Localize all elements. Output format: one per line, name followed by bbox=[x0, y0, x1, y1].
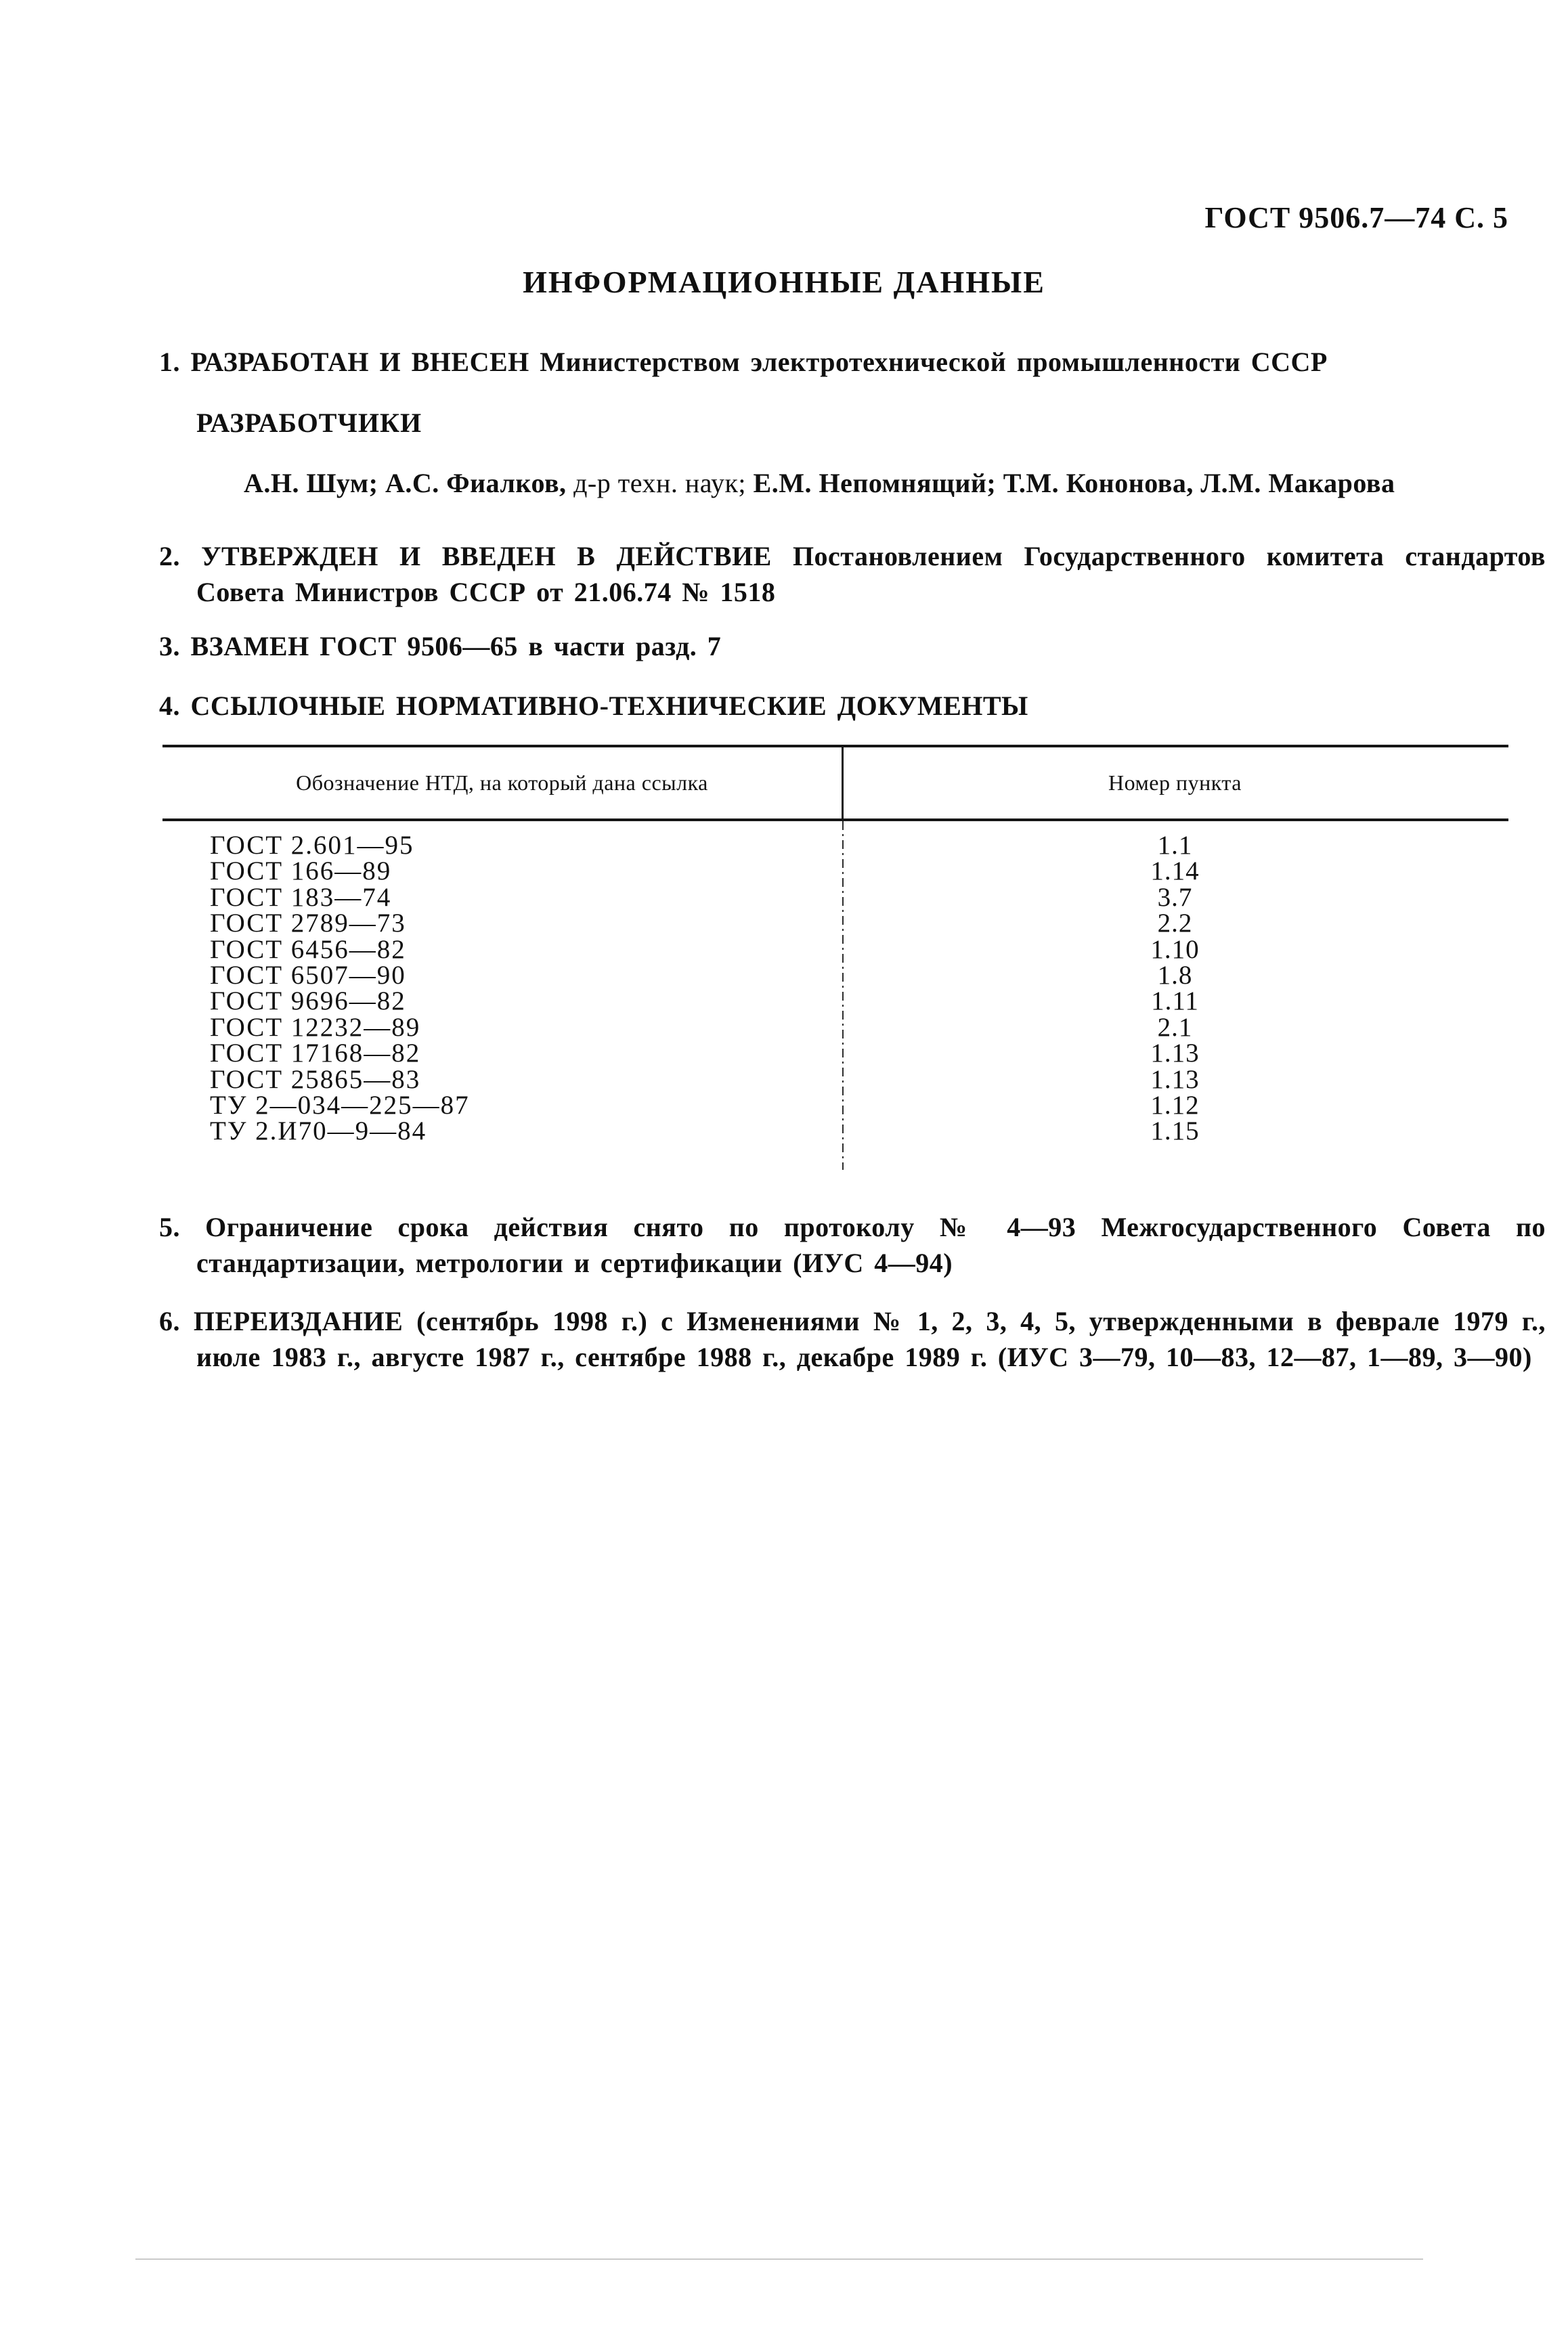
table-row bbox=[162, 833, 1508, 858]
item-4-number: 4. bbox=[159, 691, 180, 721]
item-3-number: 3. bbox=[159, 631, 180, 661]
table-row bbox=[162, 1118, 1508, 1144]
ntd-cell: ТУ 2—034—225—87 bbox=[210, 1092, 470, 1119]
developers-line bbox=[244, 467, 1395, 499]
table-row bbox=[162, 858, 1508, 884]
item-5-number: 5. bbox=[159, 1212, 180, 1242]
ntd-cell: ГОСТ 2789—73 bbox=[210, 911, 406, 937]
punkt-cell: 1.10 bbox=[1150, 934, 1200, 964]
ntd-cell: ГОСТ 25865—83 bbox=[210, 1066, 421, 1093]
item-1-number: 1. bbox=[159, 347, 180, 377]
item-6-reissue-note bbox=[159, 1303, 1546, 1375]
item-6-text: ПЕРЕИЗДАНИЕ (сентябрь 1998 г.) с Изменениями № 1, 2, 3, 4, 5, утвержденными в феврале 1979 г., июле 1983 г., августе 1987 г., сентябре 1988 г., декабре 1989 г. (ИУС 3—79, 10—83, 12—87, 1—89, 3—90) bbox=[193, 1306, 1546, 1372]
column-header-punkt: Номер пункта bbox=[1108, 770, 1242, 795]
doc-number-page-header: ГОСТ 9506.7—74 С. 5 bbox=[1204, 201, 1508, 234]
table-row bbox=[162, 1090, 1508, 1120]
punkt-cell: 1.13 bbox=[1150, 1064, 1200, 1094]
punkt-cell: 2.2 bbox=[1157, 909, 1193, 938]
developers-names-1: А.Н. Шум; А.С. Фиалков, bbox=[244, 468, 567, 498]
table-header-rule bbox=[162, 818, 1508, 821]
developers-names-2: Е.М. Непомнящий; Т.М. Кононова, Л.М. Макарова bbox=[753, 468, 1395, 498]
ntd-cell: ГОСТ 6456—82 bbox=[210, 936, 406, 963]
punkt-cell: 1.8 bbox=[1157, 960, 1193, 990]
ntd-cell: ГОСТ 183—74 bbox=[210, 884, 392, 911]
ntd-cell: ГОСТ 9696—82 bbox=[210, 988, 406, 1015]
ntd-cell: ТУ 2.И70—9—84 bbox=[210, 1118, 427, 1145]
punkt-cell: 1.1 bbox=[1157, 831, 1193, 860]
item-2-label: УТВЕРЖДЕН И ВВЕДЕН В ДЕЙСТВИЕ bbox=[201, 541, 772, 571]
table-row bbox=[162, 911, 1508, 936]
item-2-number: 2. bbox=[159, 541, 180, 571]
ntd-cell: ГОСТ 17168—82 bbox=[210, 1041, 421, 1067]
punkt-cell: 1.13 bbox=[1150, 1039, 1200, 1068]
scan-artifact-line bbox=[135, 2258, 1423, 2260]
table-row bbox=[162, 1064, 1508, 1094]
item-5-validity-note bbox=[159, 1209, 1546, 1281]
ntd-cell: ГОСТ 6507—90 bbox=[210, 962, 406, 989]
table-row bbox=[162, 1041, 1508, 1066]
table-row bbox=[162, 934, 1508, 964]
item-1-text: Министерством электротехнической промышленности СССР bbox=[540, 347, 1328, 377]
punkt-cell: 2.1 bbox=[1157, 1012, 1193, 1042]
item-3-replaces bbox=[159, 628, 1546, 664]
item-5-text: Ограничение срока действия снято по протоколу № 4—93 Межгосударственного Совета по стандартизации, метрологии и сертификации (ИУС 4—94) bbox=[196, 1212, 1546, 1278]
table-row bbox=[162, 882, 1508, 912]
item-4-reference-docs-heading bbox=[159, 688, 1546, 724]
item-3-label: ВЗАМЕН ГОСТ 9506—65 bbox=[190, 631, 518, 661]
punkt-cell: 1.15 bbox=[1150, 1116, 1200, 1146]
item-1-developed-by bbox=[159, 344, 1546, 380]
punkt-cell: 3.7 bbox=[1157, 882, 1193, 912]
column-header-ntd: Обозначение НТД, на который дана ссылка bbox=[296, 770, 708, 795]
punkt-cell: 1.11 bbox=[1151, 986, 1199, 1016]
punkt-cell: 1.12 bbox=[1150, 1090, 1200, 1120]
page-title: ИНФОРМАЦИОННЫЕ ДАННЫЕ bbox=[523, 265, 1045, 299]
item-6-number: 6. bbox=[159, 1306, 180, 1336]
developers-heading: РАЗРАБОТЧИКИ bbox=[196, 408, 422, 438]
table-row bbox=[162, 1012, 1508, 1042]
table-divider-solid bbox=[842, 745, 844, 821]
ntd-cell: ГОСТ 12232—89 bbox=[210, 1014, 421, 1041]
item-2-approved bbox=[159, 538, 1546, 610]
table-body bbox=[162, 833, 1508, 1145]
punkt-cell: 1.14 bbox=[1150, 856, 1200, 886]
developers-degree: д-р техн. наук; bbox=[566, 468, 754, 498]
table-row bbox=[162, 960, 1508, 990]
item-2-text: Постановлением Государственного комитета стандартов Совета Министров СССР от 21.06.74 № 1518 bbox=[196, 541, 1546, 607]
ntd-cell: ГОСТ 2.601—95 bbox=[210, 833, 414, 859]
item-3-text: в части разд. 7 bbox=[528, 631, 722, 661]
table-row bbox=[162, 988, 1508, 1014]
ntd-cell: ГОСТ 166—89 bbox=[210, 858, 392, 885]
table-header-row bbox=[162, 747, 1508, 818]
reference-documents-table bbox=[162, 745, 1508, 1178]
item-1-label: РАЗРАБОТАН И ВНЕСЕН bbox=[190, 347, 529, 377]
item-4-label: ССЫЛОЧНЫЕ НОРМАТИВНО-ТЕХНИЧЕСКИЕ ДОКУМЕНТЫ bbox=[190, 691, 1028, 721]
